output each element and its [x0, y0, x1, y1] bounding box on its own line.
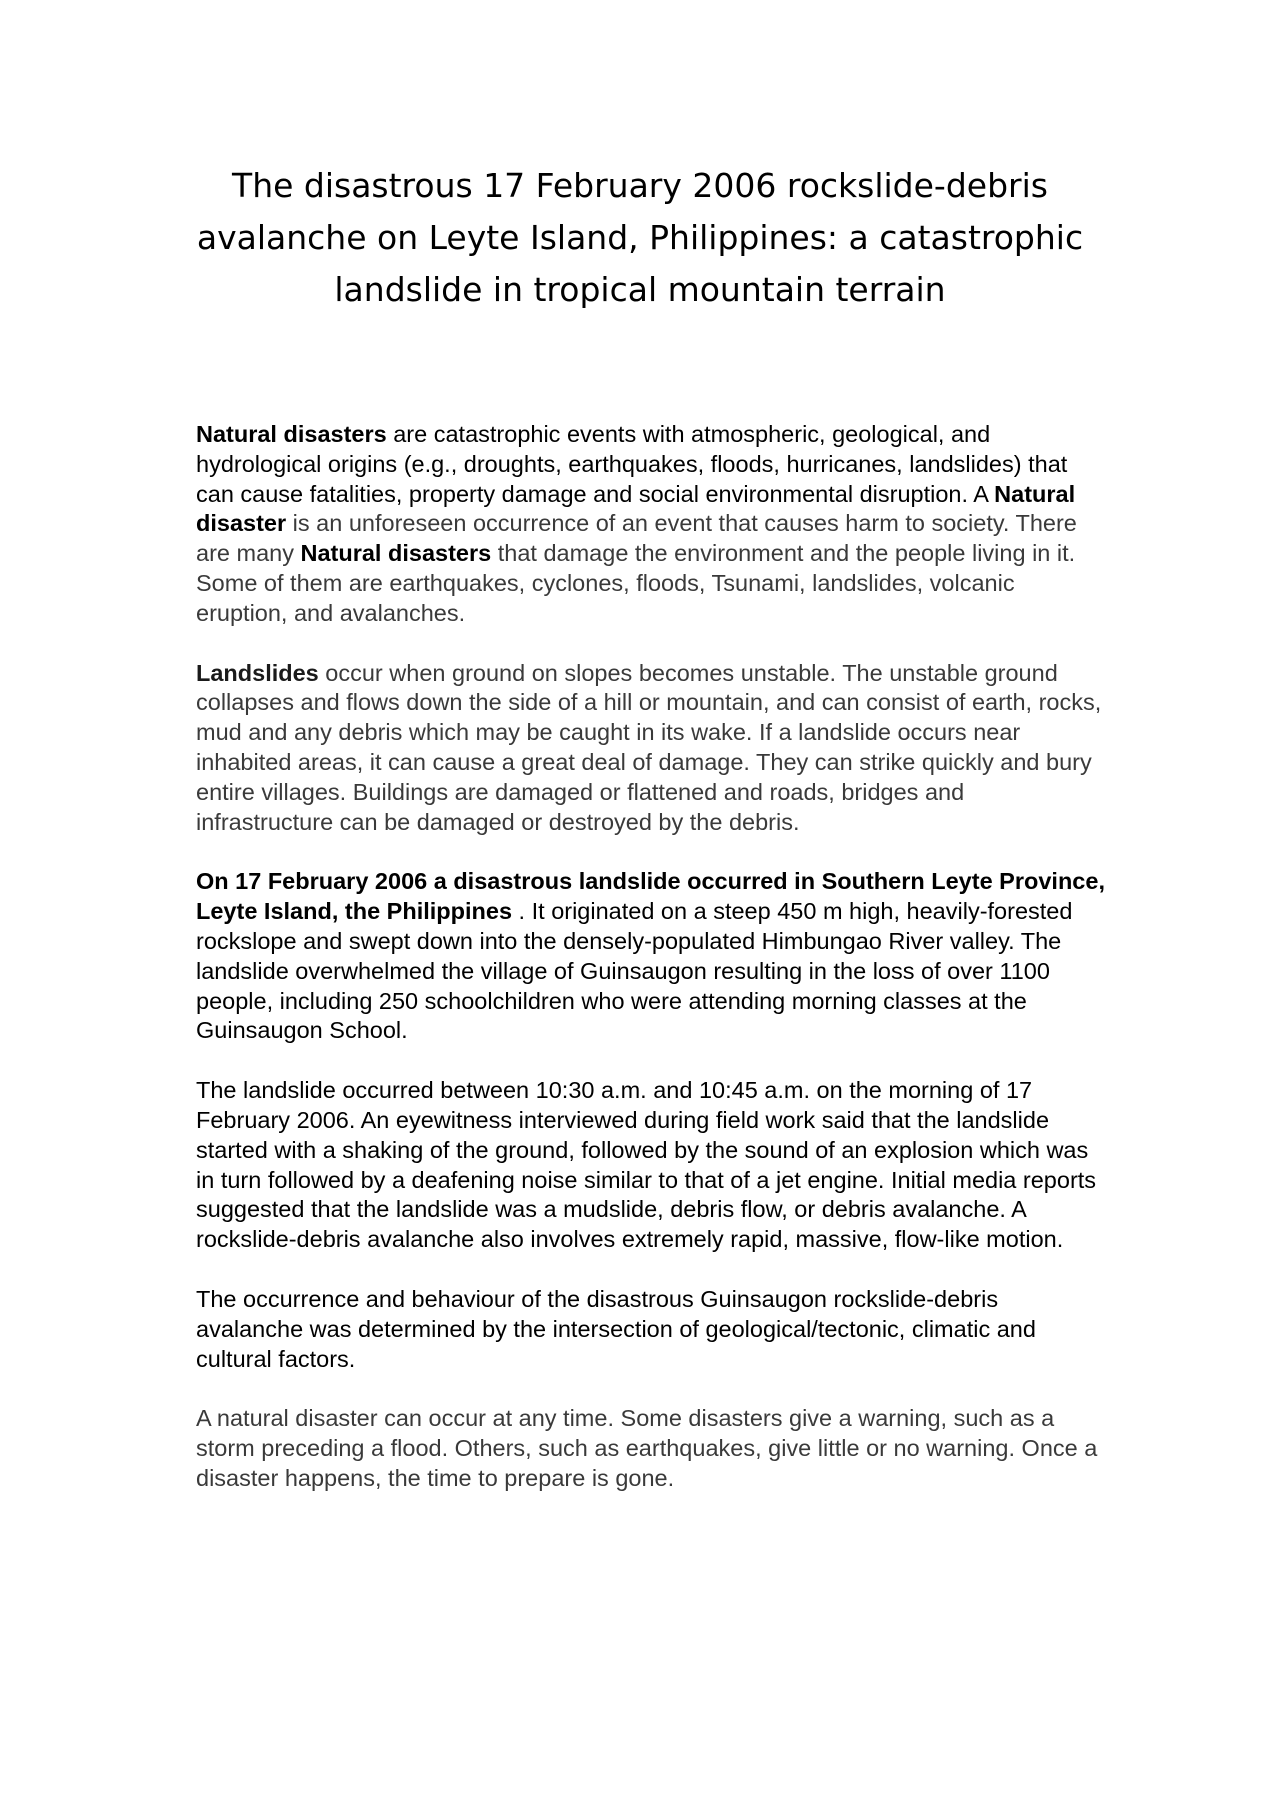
document-title: The disastrous 17 February 2006 rockslide-debris avalanche on Leyte Island, Philippines: a catastrophic landslide in tropical mountain terrain	[196, 166, 1084, 309]
paragraph-landslides	[196, 659, 1106, 838]
bold-term: Natural disaster	[196, 480, 1076, 537]
document-body	[196, 420, 1106, 1524]
paragraph-text: . It originated on a steep 450 m high, heavily-forested rockslope and swept down into the densely-populated Himbungao River valley. The landslide overwhelmed the village of Guinsaugon resulting in the loss of over 1100 people, including 250 schoolchildren who were attending morning classes at the Guinsaugon School.	[196, 898, 1073, 1044]
paragraph-text: that damage the environment and the people living in it. Some of them are earthquakes, cyclones, floods, Tsunami, landslides, volcanic eruption, and avalanches.	[196, 540, 1076, 626]
paragraph-text: is an unforeseen occurrence of an event that causes harm to society. There are many	[196, 510, 1077, 567]
paragraph-factors: The occurrence and behaviour of the disastrous Guinsaugon rockslide-debris avalanche was determined by the intersection of geological/tectonic, climatic and cultural factors.	[196, 1285, 1036, 1372]
bold-term: Landslides	[196, 659, 319, 686]
bold-term: On 17 February 2006 a disastrous landslide occurred in Southern Leyte Province, Leyte Island, the Philippines	[196, 868, 1105, 925]
bold-term: Natural disasters	[196, 421, 387, 447]
bold-term: Natural disasters	[300, 540, 492, 567]
paragraph-leyte-event	[196, 867, 1106, 1046]
paragraph-text: occur when ground on slopes becomes unstable. The unstable ground collapses and flows down the side of a hill or mountain, and can consist of earth, rocks, mud and any debris which may be caught in its wake. If a landslide occurs near inhabited areas, it can cause a great deal of damage. They can strike quickly and bury entire villages. Buildings are damaged or flattened and roads, bridges and infrastructure can be damaged or destroyed by the debris.	[196, 659, 1102, 835]
paragraph-warning: A natural disaster can occur at any time. Some disasters give a warning, such as a storm preceding a flood. Others, such as earthquakes, give little or no warning. Once a disaster happens, the time to prepare is gone.	[196, 1405, 1098, 1491]
paragraph-timing: The landslide occurred between 10:30 a.m. and 10:45 a.m. on the morning of 17 February 2006. An eyewitness interviewed during field work said that the landslide started with a shaking of the ground, followed by the sound of an explosion which was in turn followed by a deafening noise similar to that of a jet engine. Initial media reports suggested that the landslide was a mudslide, debris flow, or debris avalanche. A rockslide-debris avalanche also involves extremely rapid, massive, flow-like motion.	[196, 1077, 1097, 1253]
paragraph-natural-disasters	[196, 420, 1106, 629]
paragraph-text: are catastrophic events with atmospheric, geological, and hydrological origins (e.g., droughts, earthquakes, floods, hurricanes, landslides) that can cause fatalities, property damage and social environmental disruption. A	[196, 421, 1068, 507]
